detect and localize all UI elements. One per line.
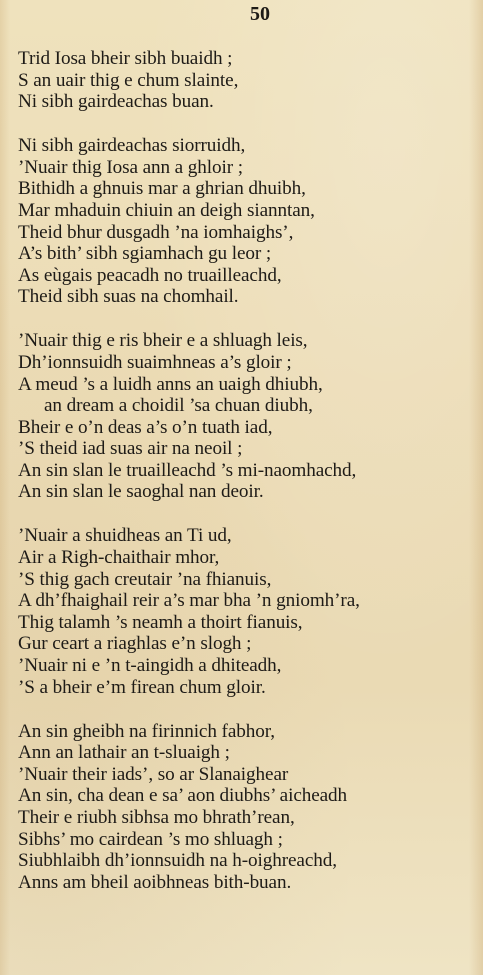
verse-line: An sin slan le truailleachd ’s mi-naomhachd, — [18, 459, 357, 481]
verse-line: ’S a bheir e’m firean chum gloir. — [18, 676, 266, 698]
verse-line-indented: an dream a choidil ’sa chuan diubh, — [44, 395, 313, 417]
verse-line: An sin, cha dean e sa’ aon diubhs’ aicheadh — [18, 785, 348, 807]
stanza — [18, 330, 479, 503]
verse-line: ’Nuair their iads’, so ar Slanaighear — [18, 763, 289, 785]
page-number: 50 — [250, 3, 270, 25]
verse-line: ’Nuair thig e ris bheir e a shluagh leis, — [18, 330, 308, 352]
verse-line: Gur ceart a riaghlas e’n slogh ; — [18, 633, 252, 655]
verse-line: A meud ’s a luidh anns an uaigh dhiubh, — [18, 373, 323, 395]
verse-line: Bheir e o’n deas a’s o’n tuath iad, — [18, 416, 273, 438]
stanza — [18, 135, 479, 308]
stanza — [18, 48, 479, 113]
verse-line: Trid Iosa bheir sibh buaidh ; — [18, 48, 233, 69]
verse-line: Ni sibh gairdeachas buan. — [18, 91, 214, 113]
verse-line: Siubhlaibh dh’ionnsuidh na h-oighreachd, — [18, 850, 337, 872]
verse-line: ’S thig gach creutair ’na fhianuis, — [18, 568, 272, 590]
verse-line: Bithidh a ghnuis mar a ghrian dhuibh, — [18, 178, 306, 200]
poem-text — [18, 48, 479, 916]
verse-line: As eùgais peacadh no truailleachd, — [18, 264, 282, 286]
verse-line: Ni sibh gairdeachas siorruidh, — [18, 135, 246, 157]
verse-line: Ann an lathair an t-sluaigh ; — [18, 742, 230, 764]
stanza — [18, 525, 479, 698]
verse-line: An sin gheibh na firinnich fabhor, — [18, 720, 275, 742]
verse-line: Theid sibh suas na chomhail. — [18, 286, 239, 308]
verse-line: A dh’fhaighail reir a’s mar bha ’n gniomh’ra, — [18, 590, 360, 612]
page-edge-shading-left — [0, 0, 10, 975]
verse-line: ’Nuair ni e ’n t-aingidh a dhiteadh, — [18, 655, 282, 677]
verse-line: Dh’ionnsuidh suaimhneas a’s gloir ; — [18, 351, 292, 373]
verse-line: Their e riubh sibhsa mo bhrath’rean, — [18, 806, 295, 828]
stanza — [18, 721, 479, 894]
verse-line: ’Nuair thig Iosa ann a ghloir ; — [18, 156, 243, 178]
verse-line: Mar mhaduin chiuin an deigh sianntan, — [18, 199, 315, 221]
verse-line: Thig talamh ’s neamh a thoirt fianuis, — [18, 611, 303, 633]
verse-line: A’s bith’ sibh sgiamhach gu leor ; — [18, 243, 272, 265]
verse-line: Theid bhur dusgadh ’na iomhaighs’, — [18, 221, 294, 243]
verse-line: Sibhs’ mo cairdean ’s mo shluagh ; — [18, 828, 283, 850]
verse-line: Air a Righ-chaithair mhor, — [18, 547, 220, 569]
verse-line: An sin slan le saoghal nan deoir. — [18, 481, 264, 503]
verse-line: Anns am bheil aoibhneas bith-buan. — [18, 871, 292, 893]
verse-line: ’Nuair a shuidheas an Ti ud, — [18, 525, 232, 547]
verse-line: S an uair thig e chum slainte, — [18, 69, 239, 91]
verse-line: ’S theid iad suas air na neoil ; — [18, 438, 243, 460]
